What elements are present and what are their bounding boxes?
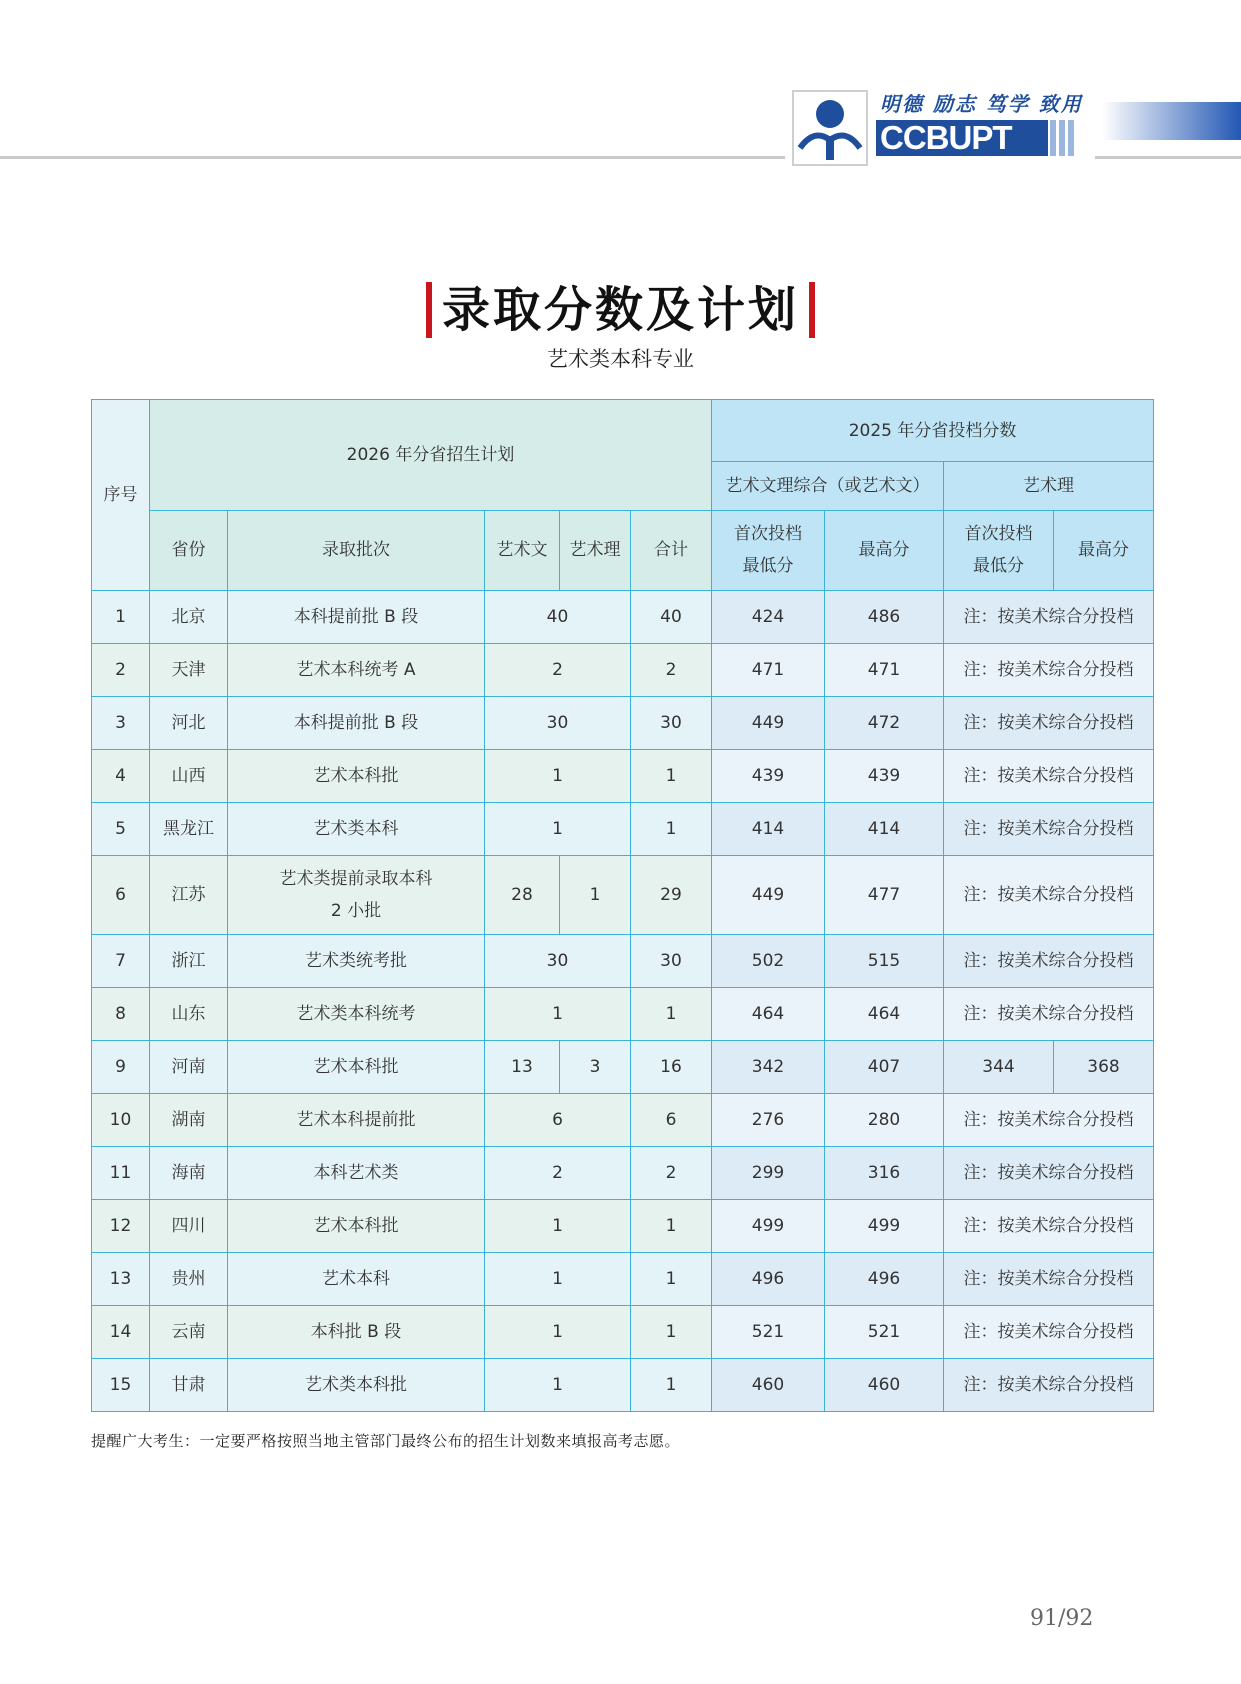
table-row: [92, 1200, 1154, 1253]
cell-province: 山东: [150, 988, 228, 1041]
header-rule-left: [0, 156, 785, 159]
cell-batch: 艺术本科批: [228, 1041, 485, 1094]
cell-plan-combined: 1: [485, 750, 631, 803]
table-row: [92, 988, 1154, 1041]
col-max-b-header: 最高分: [1054, 510, 1154, 590]
cell-min-a: 276: [712, 1094, 825, 1147]
cell-batch-line2: 2 小批: [330, 901, 382, 921]
cell-min-b: 344: [944, 1041, 1054, 1094]
score-sub-header-a: 艺术文理综合（或艺术文）: [712, 462, 944, 510]
cell-total: 1: [631, 1359, 712, 1412]
cell-plan-combined: 1: [485, 1359, 631, 1412]
cell-total: 29: [631, 856, 712, 935]
cell-min-a: 449: [712, 697, 825, 750]
cell-province: 云南: [150, 1306, 228, 1359]
table-row: [92, 1253, 1154, 1306]
cell-no: 15: [92, 1359, 150, 1412]
cell-batch: 艺术类本科统考: [228, 988, 485, 1041]
cell-max-a: 515: [825, 935, 944, 988]
cell-note: 注：按美术综合分投档: [944, 803, 1154, 856]
cell-note: 注：按美术综合分投档: [944, 1200, 1154, 1253]
cell-no: 12: [92, 1200, 150, 1253]
cell-note: 注：按美术综合分投档: [944, 988, 1154, 1041]
school-logo: [792, 88, 1092, 164]
col-index-header: 序号: [92, 400, 150, 591]
cell-min-a: 299: [712, 1147, 825, 1200]
page-title: 录取分数及计划: [426, 282, 815, 338]
cell-province: 江苏: [150, 856, 228, 935]
cell-note: 注：按美术综合分投档: [944, 1147, 1154, 1200]
table-row: [92, 1094, 1154, 1147]
header-rule-right: [1095, 156, 1241, 159]
cell-plan-combined: 6: [485, 1094, 631, 1147]
cell-min-a: 460: [712, 1359, 825, 1412]
cell-max-a: 414: [825, 803, 944, 856]
col-min-a-line1: 首次投档: [734, 524, 802, 545]
cell-no: 10: [92, 1094, 150, 1147]
col-batch-header: 录取批次: [228, 510, 485, 590]
cell-total: 1: [631, 803, 712, 856]
cell-plan-combined: 40: [485, 591, 631, 644]
cell-batch: 艺术本科统考 A: [228, 644, 485, 697]
cell-total: 6: [631, 1094, 712, 1147]
cell-total: 1: [631, 1200, 712, 1253]
cell-total: 1: [631, 1306, 712, 1359]
cell-plan-combined: 1: [485, 1200, 631, 1253]
col-min-a-line2: 最低分: [742, 556, 794, 577]
cell-province: 甘肃: [150, 1359, 228, 1412]
cell-max-a: 486: [825, 591, 944, 644]
emblem-icon: [794, 92, 866, 164]
cell-max-a: 407: [825, 1041, 944, 1094]
cell-min-a: 471: [712, 644, 825, 697]
cell-plan-combined: 30: [485, 697, 631, 750]
logo-bars: [1050, 120, 1077, 160]
cell-province: 海南: [150, 1147, 228, 1200]
cell-note: 注：按美术综合分投档: [944, 856, 1154, 935]
cell-total: 40: [631, 591, 712, 644]
score-sub-header-b: 艺术理: [944, 462, 1154, 510]
cell-batch: 艺术本科批: [228, 750, 485, 803]
cell-art-wen: 13: [485, 1041, 560, 1094]
cell-province: 北京: [150, 591, 228, 644]
col-min-b-line2: 最低分: [973, 556, 1024, 577]
cell-province: 黑龙江: [150, 803, 228, 856]
cell-batch: 艺术类统考批: [228, 935, 485, 988]
table-row: [92, 1147, 1154, 1200]
page-subtitle: 艺术类本科专业: [547, 347, 694, 371]
cell-batch: 艺术本科: [228, 1253, 485, 1306]
cell-max-b: 368: [1054, 1041, 1154, 1094]
cell-plan-combined: 2: [485, 644, 631, 697]
cell-note: 注：按美术综合分投档: [944, 1306, 1154, 1359]
table-row: [92, 1359, 1154, 1412]
cell-min-a: 449: [712, 856, 825, 935]
cell-batch: 本科提前批 B 段: [228, 591, 485, 644]
cell-max-a: 521: [825, 1306, 944, 1359]
cell-note: 注：按美术综合分投档: [944, 750, 1154, 803]
col-min-b-line1: 首次投档: [964, 524, 1033, 545]
cell-no: 14: [92, 1306, 150, 1359]
cell-max-a: 316: [825, 1147, 944, 1200]
cell-no: 8: [92, 988, 150, 1041]
cell-no: 1: [92, 591, 150, 644]
cell-min-a: 464: [712, 988, 825, 1041]
cell-no: 2: [92, 644, 150, 697]
cell-total: 30: [631, 935, 712, 988]
cell-plan-combined: 1: [485, 1253, 631, 1306]
cell-max-a: 280: [825, 1094, 944, 1147]
cell-province: 四川: [150, 1200, 228, 1253]
cell-batch: 本科提前批 B 段: [228, 697, 485, 750]
cell-note: 注：按美术综合分投档: [944, 1253, 1154, 1306]
reminder-text: 提醒广大考生：一定要严格按照当地主管部门最终公布的招生计划数来填报高考志愿。: [91, 1432, 681, 1450]
cell-no: 6: [92, 856, 150, 935]
cell-province: 贵州: [150, 1253, 228, 1306]
cell-batch: [228, 856, 485, 935]
table-row: [92, 591, 1154, 644]
cell-batch: 艺术类本科: [228, 803, 485, 856]
table-row: [92, 935, 1154, 988]
cell-batch: 本科艺术类: [228, 1147, 485, 1200]
cell-max-a: 471: [825, 644, 944, 697]
cell-no: 3: [92, 697, 150, 750]
cell-max-a: 460: [825, 1359, 944, 1412]
cell-batch: 艺术本科批: [228, 1200, 485, 1253]
cell-min-a: 502: [712, 935, 825, 988]
table-row: [92, 750, 1154, 803]
cell-batch-line1: 艺术类提前录取本科: [279, 869, 433, 889]
cell-plan-combined: 1: [485, 803, 631, 856]
table-row: [92, 644, 1154, 697]
cell-min-a: 439: [712, 750, 825, 803]
cell-art-li: 3: [560, 1041, 631, 1094]
title-wrap: [0, 282, 1241, 338]
table-row: [92, 803, 1154, 856]
cell-note: 注：按美术综合分投档: [944, 697, 1154, 750]
cell-max-a: 472: [825, 697, 944, 750]
cell-min-a: 424: [712, 591, 825, 644]
cell-note: 注：按美术综合分投档: [944, 644, 1154, 697]
cell-total: 1: [631, 1253, 712, 1306]
cell-total: 16: [631, 1041, 712, 1094]
cell-note: 注：按美术综合分投档: [944, 935, 1154, 988]
cell-province: 河南: [150, 1041, 228, 1094]
cell-max-a: 477: [825, 856, 944, 935]
cell-note: 注：按美术综合分投档: [944, 1094, 1154, 1147]
cell-plan-combined: 30: [485, 935, 631, 988]
cell-batch: 艺术类本科批: [228, 1359, 485, 1412]
cell-max-a: 464: [825, 988, 944, 1041]
cell-min-a: 342: [712, 1041, 825, 1094]
cell-plan-combined: 2: [485, 1147, 631, 1200]
cell-art-li: 1: [560, 856, 631, 935]
school-abbr: CCBUPT: [880, 119, 1012, 156]
table-row: [92, 856, 1154, 935]
cell-min-a: 496: [712, 1253, 825, 1306]
table-row: [92, 1041, 1154, 1094]
header-gradient-bar: [1102, 102, 1241, 140]
school-motto: 明德 励志 笃学 致用: [880, 92, 1083, 116]
cell-no: 7: [92, 935, 150, 988]
col-total-header: 合计: [631, 510, 712, 590]
admission-table: [91, 399, 1154, 1412]
cell-plan-combined: 1: [485, 1306, 631, 1359]
col-art-li-header: 艺术理: [560, 510, 631, 590]
cell-total: 1: [631, 988, 712, 1041]
plan-group-header: 2026 年分省招生计划: [150, 400, 712, 511]
cell-min-a: 499: [712, 1200, 825, 1253]
logo-emblem: [792, 90, 868, 166]
cell-note: 注：按美术综合分投档: [944, 1359, 1154, 1412]
cell-no: 9: [92, 1041, 150, 1094]
cell-max-a: 496: [825, 1253, 944, 1306]
table-row: [92, 1306, 1154, 1359]
cell-province: 浙江: [150, 935, 228, 988]
cell-province: 天津: [150, 644, 228, 697]
cell-max-a: 439: [825, 750, 944, 803]
cell-total: 30: [631, 697, 712, 750]
col-min-b-header: [944, 510, 1054, 590]
col-art-wen-header: 艺术文: [485, 510, 560, 590]
cell-total: 2: [631, 1147, 712, 1200]
school-abbr-box: [876, 120, 1048, 156]
cell-min-a: 521: [712, 1306, 825, 1359]
cell-province: 山西: [150, 750, 228, 803]
cell-batch: 本科批 B 段: [228, 1306, 485, 1359]
table-row: [92, 697, 1154, 750]
cell-plan-combined: 1: [485, 988, 631, 1041]
cell-max-a: 499: [825, 1200, 944, 1253]
cell-no: 5: [92, 803, 150, 856]
cell-no: 4: [92, 750, 150, 803]
cell-min-a: 414: [712, 803, 825, 856]
cell-batch: 艺术本科提前批: [228, 1094, 485, 1147]
cell-total: 2: [631, 644, 712, 697]
cell-no: 13: [92, 1253, 150, 1306]
cell-total: 1: [631, 750, 712, 803]
cell-note: 注：按美术综合分投档: [944, 591, 1154, 644]
cell-art-wen: 28: [485, 856, 560, 935]
cell-province: 湖南: [150, 1094, 228, 1147]
page-number: 91/92: [1030, 1606, 1094, 1631]
col-min-a-header: [712, 510, 825, 590]
col-max-a-header: 最高分: [825, 510, 944, 590]
col-province-header: 省份: [150, 510, 228, 590]
cell-province: 河北: [150, 697, 228, 750]
cell-no: 11: [92, 1147, 150, 1200]
score-group-header: 2025 年分省投档分数: [712, 400, 1154, 462]
